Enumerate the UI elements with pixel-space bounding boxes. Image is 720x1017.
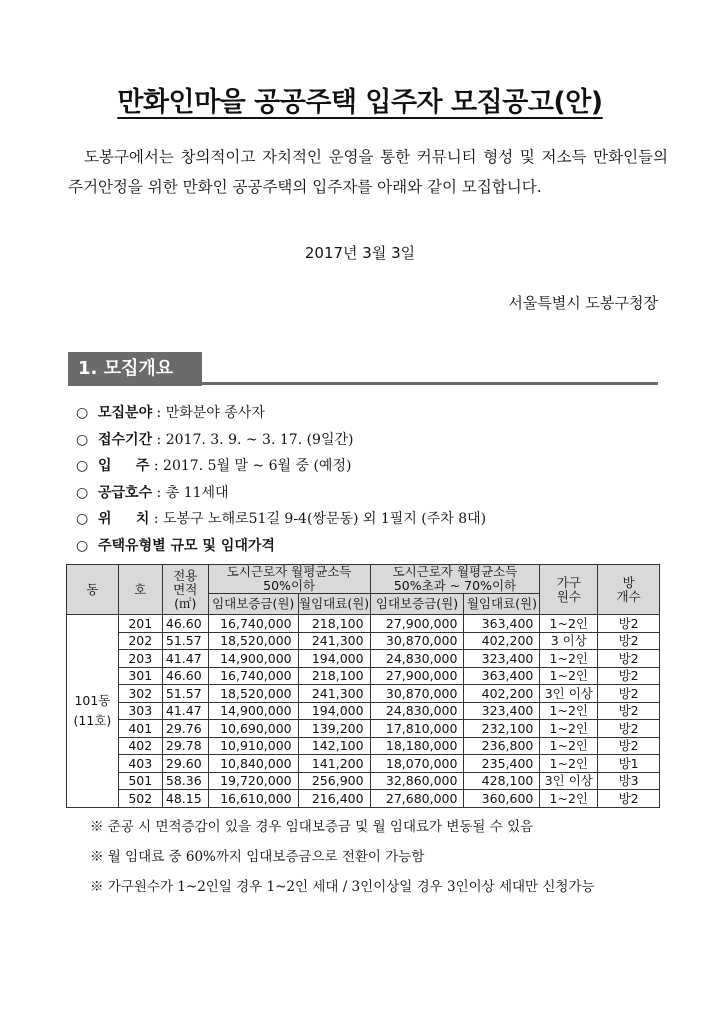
issuer-name: 서울특별시 도봉구청장 bbox=[508, 294, 658, 312]
circle-bullet-icon: ○ bbox=[76, 537, 89, 554]
cell-rooms: 방2 bbox=[598, 667, 660, 685]
list-item bbox=[76, 400, 676, 427]
cell-rooms: 방3 bbox=[598, 772, 660, 790]
cell-deposit-50: 16,610,000 bbox=[208, 790, 298, 808]
cell-monthly-70: 363,400 bbox=[464, 667, 540, 685]
cell-rooms: 방2 bbox=[598, 720, 660, 738]
cell-monthly-50: 218,100 bbox=[298, 615, 370, 633]
header-household: 가구 원수 bbox=[540, 565, 598, 615]
table-row bbox=[67, 650, 660, 668]
cell-deposit-70: 27,900,000 bbox=[370, 667, 464, 685]
item-label: 위 치 bbox=[98, 511, 150, 527]
intro-paragraph bbox=[68, 142, 668, 202]
cell-rooms: 방2 bbox=[598, 650, 660, 668]
cell-deposit-50: 10,910,000 bbox=[208, 737, 298, 755]
cell-ho: 202 bbox=[118, 632, 162, 650]
cell-area: 48.15 bbox=[162, 790, 208, 808]
cell-ho: 203 bbox=[118, 650, 162, 668]
cell-monthly-50: 218,100 bbox=[298, 667, 370, 685]
table-row bbox=[67, 720, 660, 738]
cell-area: 41.47 bbox=[162, 702, 208, 720]
section-rule bbox=[202, 382, 658, 385]
item-label: 접수기간 bbox=[98, 431, 153, 448]
overview-list bbox=[76, 400, 676, 559]
cell-rooms: 방2 bbox=[598, 685, 660, 703]
cell-ho: 401 bbox=[118, 720, 162, 738]
cell-monthly-70: 323,400 bbox=[464, 650, 540, 668]
list-item bbox=[76, 453, 676, 480]
cell-monthly-70: 323,400 bbox=[464, 702, 540, 720]
cell-deposit-70: 18,070,000 bbox=[370, 755, 464, 773]
cell-deposit-70: 30,870,000 bbox=[370, 685, 464, 703]
cell-household: 3인 이상 bbox=[540, 685, 598, 703]
rent-table-body bbox=[67, 615, 660, 808]
header-dong: 동 bbox=[67, 565, 119, 615]
cell-dong: 101동 (11호) bbox=[67, 615, 119, 808]
table-row bbox=[67, 667, 660, 685]
note-item: ※ 준공 시 면적증감이 있을 경우 임대보증금 및 월 임대료가 변동될 수 있음 bbox=[90, 819, 534, 835]
item-text: : 2017. 3. 9. ~ 3. 17. (9일간) bbox=[152, 431, 354, 448]
cell-monthly-70: 360,600 bbox=[464, 790, 540, 808]
cell-household: 1~2인 bbox=[540, 737, 598, 755]
circle-bullet-icon: ○ bbox=[76, 484, 89, 501]
list-item bbox=[76, 533, 676, 560]
cell-monthly-50: 142,100 bbox=[298, 737, 370, 755]
header-deposit: 임대보증금(원) bbox=[370, 594, 464, 615]
document-title-text: 만화인마을 공공주택 입주자 모집공고(안) bbox=[117, 87, 603, 118]
cell-ho: 502 bbox=[118, 790, 162, 808]
cell-household: 1~2인 bbox=[540, 755, 598, 773]
rent-table bbox=[66, 564, 660, 808]
cell-area: 58.36 bbox=[162, 772, 208, 790]
header-area: 전용 면적 (㎡) bbox=[162, 565, 208, 615]
table-row bbox=[67, 632, 660, 650]
item-label: 공급호수 bbox=[98, 484, 153, 501]
circle-bullet-icon: ○ bbox=[76, 458, 89, 474]
cell-household: 1~2인 bbox=[540, 650, 598, 668]
cell-ho: 501 bbox=[118, 772, 162, 790]
cell-area: 29.78 bbox=[162, 737, 208, 755]
cell-rooms: 방2 bbox=[598, 632, 660, 650]
circle-bullet-icon: ○ bbox=[76, 431, 89, 448]
intro-text: 도봉구에서는 창의적이고 자치적인 운영을 통한 커뮤니티 형성 및 저소득 만화인들의 주거안정을 위한 만화인 공공주택의 입주자를 아래와 같이 모집합니다. bbox=[68, 148, 668, 196]
cell-deposit-50: 18,520,000 bbox=[208, 632, 298, 650]
cell-monthly-70: 232,100 bbox=[464, 720, 540, 738]
cell-ho: 402 bbox=[118, 737, 162, 755]
cell-area: 29.76 bbox=[162, 720, 208, 738]
cell-rooms: 방1 bbox=[598, 755, 660, 773]
cell-area: 51.57 bbox=[162, 632, 208, 650]
document-title bbox=[0, 80, 720, 119]
item-text: : 2017. 5월 말 ~ 6월 중 (예정) bbox=[149, 458, 352, 474]
table-row bbox=[67, 737, 660, 755]
header-deposit: 임대보증금(원) bbox=[208, 594, 298, 615]
cell-monthly-70: 363,400 bbox=[464, 615, 540, 633]
cell-deposit-70: 32,860,000 bbox=[370, 772, 464, 790]
cell-household: 3 이상 bbox=[540, 632, 598, 650]
header-income-50: 도시근로자 월평균소득 50%이하 bbox=[208, 565, 370, 594]
item-text: : 만화분야 종사자 bbox=[152, 405, 265, 421]
item-text: : 총 11세대 bbox=[152, 484, 229, 501]
cell-deposit-50: 16,740,000 bbox=[208, 615, 298, 633]
cell-deposit-50: 10,690,000 bbox=[208, 720, 298, 738]
table-row bbox=[67, 685, 660, 703]
list-item bbox=[76, 480, 676, 507]
cell-monthly-50: 194,000 bbox=[298, 650, 370, 668]
cell-deposit-70: 27,900,000 bbox=[370, 615, 464, 633]
cell-monthly-70: 402,200 bbox=[464, 685, 540, 703]
header-monthly: 월임대료(원) bbox=[298, 594, 370, 615]
cell-ho: 301 bbox=[118, 667, 162, 685]
table-row bbox=[67, 702, 660, 720]
item-label: 모집분야 bbox=[98, 405, 153, 421]
cell-rooms: 방2 bbox=[598, 790, 660, 808]
cell-deposit-50: 18,520,000 bbox=[208, 685, 298, 703]
cell-monthly-50: 216,400 bbox=[298, 790, 370, 808]
cell-deposit-70: 24,830,000 bbox=[370, 702, 464, 720]
list-item bbox=[76, 427, 676, 454]
section-title: 1. 모집개요 bbox=[68, 352, 202, 386]
header-income-70: 도시근로자 월평균소득 50%초과 ~ 70%이하 bbox=[370, 565, 540, 594]
cell-area: 51.57 bbox=[162, 685, 208, 703]
item-text: : 도봉구 노해로51길 9-4(쌍문동) 외 1필지 (주차 8대) bbox=[149, 511, 487, 527]
cell-monthly-70: 235,400 bbox=[464, 755, 540, 773]
table-row bbox=[67, 772, 660, 790]
cell-deposit-70: 27,680,000 bbox=[370, 790, 464, 808]
cell-monthly-70: 402,200 bbox=[464, 632, 540, 650]
cell-ho: 303 bbox=[118, 702, 162, 720]
cell-area: 29.60 bbox=[162, 755, 208, 773]
cell-deposit-50: 16,740,000 bbox=[208, 667, 298, 685]
cell-monthly-50: 139,200 bbox=[298, 720, 370, 738]
item-label: 입 주 bbox=[98, 458, 150, 474]
cell-household: 1~2인 bbox=[540, 702, 598, 720]
cell-monthly-50: 241,300 bbox=[298, 685, 370, 703]
cell-area: 41.47 bbox=[162, 650, 208, 668]
cell-deposit-70: 24,830,000 bbox=[370, 650, 464, 668]
notes bbox=[90, 812, 690, 902]
list-item bbox=[76, 506, 676, 533]
cell-deposit-70: 18,180,000 bbox=[370, 737, 464, 755]
cell-monthly-50: 241,300 bbox=[298, 632, 370, 650]
cell-rooms: 방2 bbox=[598, 702, 660, 720]
table-row bbox=[67, 790, 660, 808]
cell-deposit-50: 14,900,000 bbox=[208, 650, 298, 668]
cell-ho: 201 bbox=[118, 615, 162, 633]
cell-deposit-70: 30,870,000 bbox=[370, 632, 464, 650]
cell-deposit-70: 17,810,000 bbox=[370, 720, 464, 738]
cell-deposit-50: 10,840,000 bbox=[208, 755, 298, 773]
cell-monthly-50: 141,200 bbox=[298, 755, 370, 773]
table-row bbox=[67, 755, 660, 773]
cell-household: 3인 이상 bbox=[540, 772, 598, 790]
note-item: ※ 가구원수가 1~2인일 경우 1~2인 세대 / 3인이상일 경우 3인이상 세대만 신청가능 bbox=[90, 879, 595, 895]
section-header bbox=[68, 352, 658, 388]
cell-monthly-70: 428,100 bbox=[464, 772, 540, 790]
cell-ho: 403 bbox=[118, 755, 162, 773]
cell-deposit-50: 19,720,000 bbox=[208, 772, 298, 790]
note-item: ※ 월 임대료 중 60%까지 임대보증금으로 전환이 가능함 bbox=[90, 849, 425, 865]
announcement-date: 2017년 3월 3일 bbox=[304, 244, 416, 262]
header-monthly: 월임대료(원) bbox=[464, 594, 540, 615]
cell-ho: 302 bbox=[118, 685, 162, 703]
cell-monthly-50: 256,900 bbox=[298, 772, 370, 790]
circle-bullet-icon: ○ bbox=[76, 511, 89, 527]
cell-rooms: 방2 bbox=[598, 615, 660, 633]
item-label: 주택유형별 규모 및 임대가격 bbox=[98, 537, 275, 554]
cell-household: 1~2인 bbox=[540, 790, 598, 808]
circle-bullet-icon: ○ bbox=[76, 405, 89, 421]
cell-rooms: 방2 bbox=[598, 737, 660, 755]
header-rooms: 방 개수 bbox=[598, 565, 660, 615]
cell-household: 1~2인 bbox=[540, 615, 598, 633]
cell-area: 46.60 bbox=[162, 615, 208, 633]
header-ho: 호 bbox=[118, 565, 162, 615]
cell-household: 1~2인 bbox=[540, 667, 598, 685]
cell-deposit-50: 14,900,000 bbox=[208, 702, 298, 720]
cell-household: 1~2인 bbox=[540, 720, 598, 738]
table-row bbox=[67, 615, 660, 633]
cell-monthly-50: 194,000 bbox=[298, 702, 370, 720]
cell-area: 46.60 bbox=[162, 667, 208, 685]
cell-monthly-70: 236,800 bbox=[464, 737, 540, 755]
